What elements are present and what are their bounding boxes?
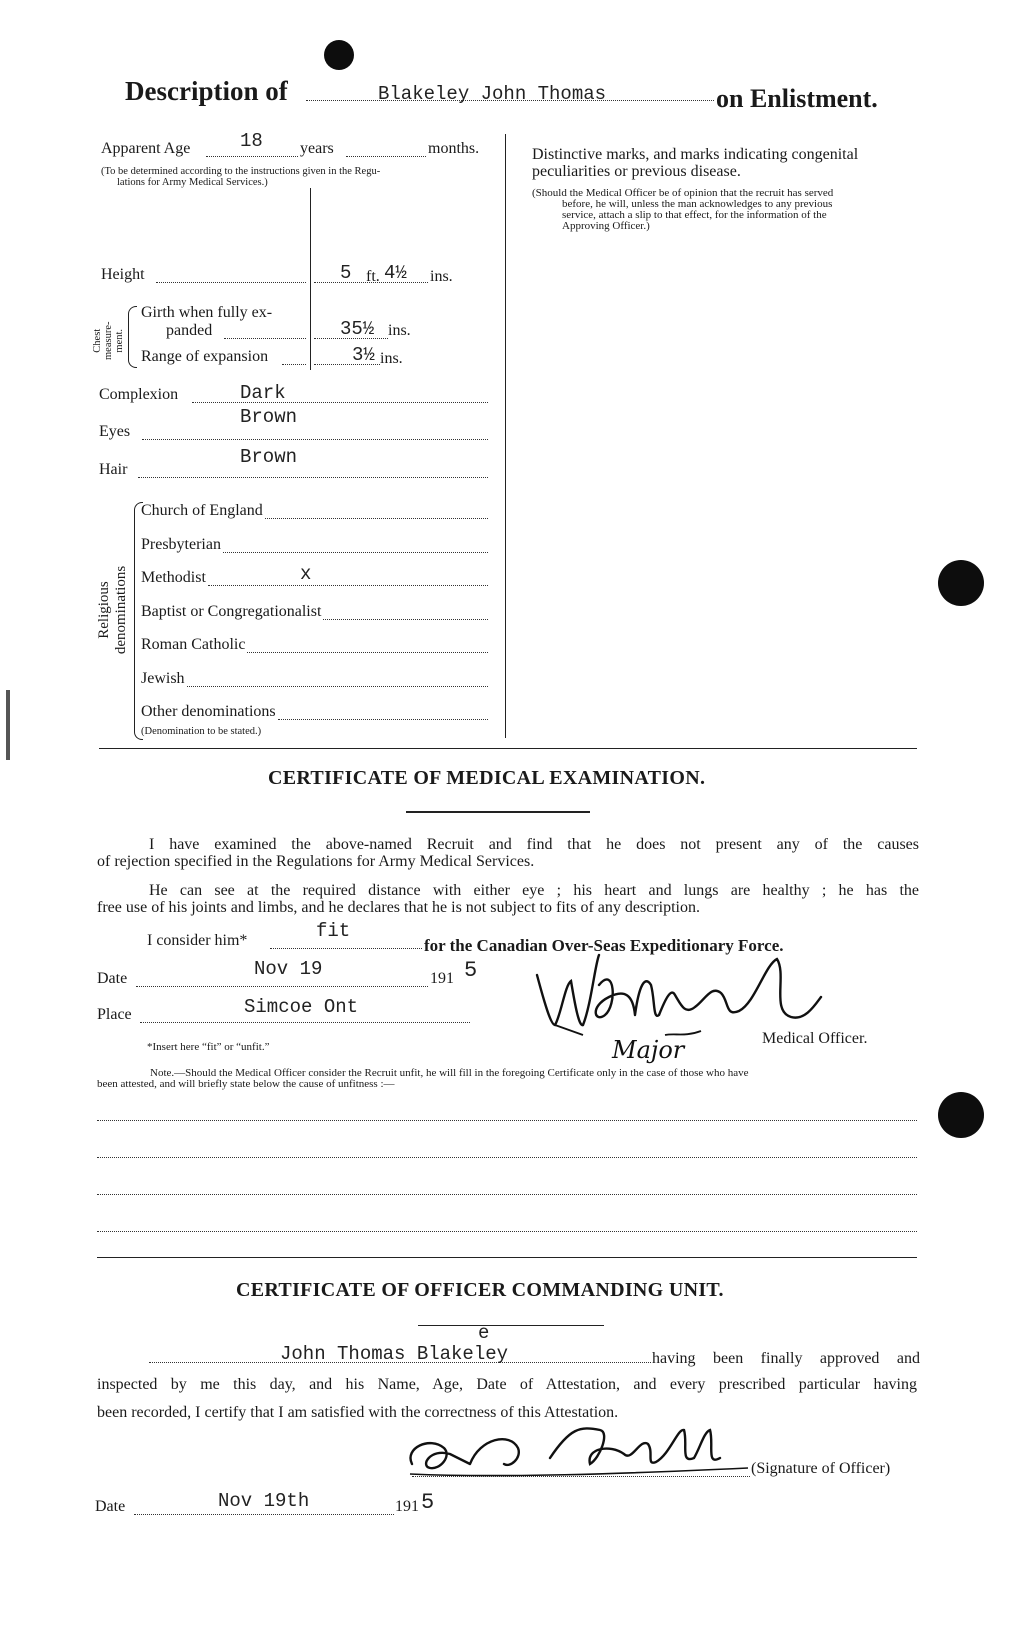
girth-ins-label: ins. [388,322,411,339]
distinctive-note-4: Approving Officer.) [562,220,650,232]
commanding-year-digit: 5 [421,1490,435,1515]
religion-line [187,686,488,687]
date-value: Nov 19 [254,958,323,980]
religion-label: Jewish [141,669,185,687]
eyes-line [142,439,488,440]
religion-line [265,518,488,519]
months-line [346,156,426,157]
unfitness-line-4 [97,1231,917,1232]
complexion-label: Complexion [99,386,179,403]
age-note-1: (To be determined according to the instructions given in the Regu- [101,166,381,177]
height-line [156,282,306,283]
height-in-value: 4½ [384,262,407,284]
binder-hole [938,560,984,606]
religion-label: Roman Catholic [141,636,246,653]
medical-para1-line2: of rejection specified in the Regulations for Army Medical Services. [97,853,535,870]
religion-label: Church of England [141,502,263,519]
place-line [140,1022,470,1023]
years-label: years [300,140,334,157]
religion-line [323,619,488,620]
range-label: Range of expansion [141,348,269,365]
height-ins-label: ins. [430,268,453,285]
religion-side-label-1: Religious [96,581,112,639]
other-denomination-note: (Denomination to be stated.) [141,726,262,737]
range-line [282,364,306,365]
height-divider [310,188,311,370]
religion-label: Other denominations [141,703,276,720]
complexion-line [192,402,488,403]
eyes-label: Eyes [99,423,131,440]
age-note-2: lations for Army Medical Services.) [117,177,268,188]
binder-hole-top [324,40,354,70]
complexion-value: Dark [240,382,286,404]
hair-label: Hair [99,461,128,478]
eyes-value: Brown [240,406,298,428]
force-label: for the Canadian Over-Seas Expeditionary Force. [424,936,784,955]
chest-side-label-2: measure- [103,321,114,360]
girth-label-2: panded [166,322,213,339]
religion-label: Methodist [141,569,206,586]
header-name: Blakeley John Thomas [378,83,607,105]
medical-para2-line1: He can see at the required distance with either eye ; his heart and lungs are healthy ; he has the [149,882,919,899]
apparent-age-value: 18 [240,130,263,152]
unfitness-line-2 [97,1157,917,1158]
medical-note-2: been attested, and will briefly state below the cause of unfitness :— [97,1078,395,1090]
religion-label: Presbyterian [141,535,221,553]
months-label: months. [428,140,480,157]
medical-officer-label: Medical Officer. [762,1030,868,1047]
commanding-date-value: Nov 19th [218,1490,310,1512]
signature-line [412,1476,750,1477]
binder-hole [938,1092,984,1138]
age-line [206,156,298,157]
commanding-date-line [134,1514,394,1515]
girth-line [224,338,306,339]
medical-title-rule [406,811,590,813]
place-value: Simcoe Ont [244,996,359,1018]
religion-mark: x [300,563,312,585]
medical-rank-text: Major [612,1036,685,1064]
religion-line [223,552,488,553]
ft-label: ft. [366,268,380,285]
apparent-age-label: Apparent Age [101,140,191,157]
distinctive-note-2: before, he will, unless the man acknowledges to any previous [562,198,833,210]
religion-line [208,585,488,586]
hair-value: Brown [240,446,298,468]
commanding-name-value: John Thomas Blakeley [280,1343,509,1365]
commanding-officer-signature [400,1418,760,1488]
header-prefix: Description of [125,76,288,106]
place-label: Place [97,1006,132,1023]
medical-para2-line2: free use of his joints and limbs, and he declares that he is not subject to fits of any description. [97,899,700,916]
religion-line [247,652,488,653]
consider-line [270,948,422,949]
consider-value: fit [316,920,351,942]
commanding-title-rule [418,1325,604,1326]
girth-value: 35½ [340,318,375,340]
range-ins-label: ins. [380,350,403,367]
chest-side-label-3: ment. [114,328,125,353]
medical-title: CERTIFICATE OF MEDICAL EXAMINATION. [268,767,706,789]
religion-label: Baptist or Congregationalist [141,602,322,620]
distinctive-line-2: peculiarities or previous disease. [532,163,741,180]
description-bottom-rule [99,748,917,749]
religion-side-label [96,555,130,665]
chest-side-label-1: Chest [92,328,103,353]
commanding-para-line2: been recorded, I certify that I am satisfied with the correctness of this Attestation. [97,1404,619,1421]
medical-bottom-rule [97,1257,917,1258]
distinctive-note-3: service, attach a slip to that effect, for the information of the [562,209,827,221]
commanding-date-label: Date [95,1498,126,1515]
unfitness-line-3 [97,1194,917,1195]
height-label: Height [101,266,145,283]
consider-label: I consider him* [147,932,248,949]
date-year-prefix: 191 [430,970,454,987]
commanding-having-label: having been finally approved and [652,1350,920,1367]
commanding-para-line1: inspected by me this day, and his Name, Age, Date of Attestation, and every prescribed particular having [97,1376,917,1393]
date-year-digit: 5 [464,958,478,983]
chest-brace [128,306,137,368]
range-value: 3½ [352,344,375,366]
commanding-year-prefix: 191 [395,1498,419,1515]
commanding-title: CERTIFICATE OF OFFICER COMMANDING UNIT. [236,1279,724,1301]
medical-note-1: Note.—Should the Medical Officer consider the Recruit unfit, he will fill in the foregoing Certificate only in the case of those who have [150,1067,749,1079]
height-ft-value: 5 [340,262,352,284]
commanding-name-correction: e [478,1322,490,1344]
religion-side-label-2: denominations [113,565,129,655]
distinctive-note-1: (Should the Medical Officer be of opinion that the recruit has served [532,187,834,199]
religion-line [278,719,488,720]
insert-note: *Insert here “fit” or “unfit.” [147,1041,270,1053]
chest-side-label [92,322,125,360]
date-label: Date [97,970,128,987]
date-line [136,986,428,987]
medical-para1-line1: I have examined the above-named Recruit and find that he does not present any of the causes [149,836,919,853]
distinctive-line-1: Distinctive marks, and marks indicating congenital [532,146,859,163]
signature-label: (Signature of Officer) [751,1460,891,1477]
header-suffix: on Enlistment. [716,84,878,113]
girth-label-1: Girth when fully ex- [141,304,273,321]
edge-mark [6,690,10,760]
medical-rank-handwritten [612,1036,684,1064]
unfitness-line-1 [97,1120,917,1121]
column-divider [505,134,506,738]
hair-line [138,477,488,478]
